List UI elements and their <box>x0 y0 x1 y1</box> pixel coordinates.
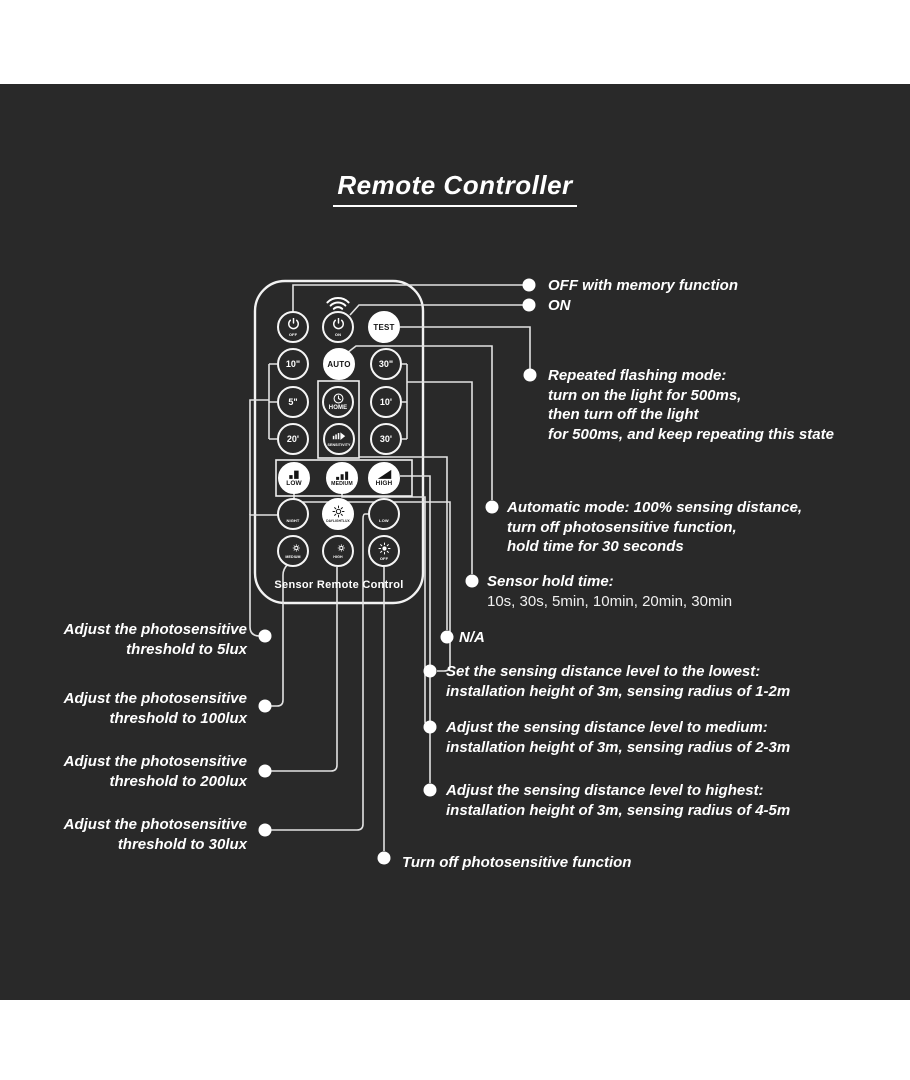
button-label: LOW <box>286 480 302 487</box>
annotation-threshold-200lux: Adjust the photosensitive threshold to 200lux <box>63 753 247 790</box>
page-title: Remote Controller <box>333 170 576 207</box>
night-button <box>277 498 309 530</box>
auto-button <box>323 348 355 380</box>
button-label: OFF <box>379 555 389 561</box>
button-label: 30" <box>378 359 394 369</box>
distance-low-button <box>278 462 310 494</box>
button-label: SENSITIVITY <box>327 442 351 447</box>
button-label: LOW <box>379 518 389 523</box>
timer-10s-button <box>277 348 309 380</box>
button-label: 5" <box>288 397 298 407</box>
button-label: ON <box>334 331 342 337</box>
timer-30s-button <box>370 348 402 380</box>
test-button <box>368 311 400 343</box>
sensitivity-arrow-icon <box>332 431 346 442</box>
distance-high-button <box>368 462 400 494</box>
annotation-distance-highest: Adjust the sensing distance level to highest: installation height of 3m, sensing radius of 4-5m <box>446 782 791 819</box>
annotation-na: N/A <box>459 629 485 646</box>
moon-icon <box>287 505 299 517</box>
distance-medium-button <box>326 462 358 494</box>
signal-high-icon <box>377 469 392 479</box>
moon-sun-icon <box>330 542 346 554</box>
button-label: 10" <box>285 359 301 369</box>
annotation-repeated-flashing: Repeated flashing mode: turn on the light for 500ms, then turn off the light for 500ms, and keep repeating this state <box>548 367 834 443</box>
button-label: HOME <box>328 404 348 411</box>
button-label: 30' <box>379 434 393 444</box>
annotation-on: ON <box>548 297 571 314</box>
sun-icon <box>378 542 391 555</box>
button-label: MEDIUM <box>285 555 301 559</box>
button-label: HIGH <box>375 480 393 487</box>
lux-medium-button <box>277 535 309 567</box>
timer-5min-button <box>277 386 309 418</box>
clock-icon <box>333 393 344 404</box>
annotation-threshold-100lux: Adjust the photosensitive threshold to 100lux <box>63 690 247 727</box>
home-button <box>322 386 354 418</box>
button-label: NIGHT <box>286 518 300 523</box>
annotation-distance-medium: Adjust the sensing distance level to medium: installation height of 3m, sensing radius of 2-3m <box>446 719 791 756</box>
button-label: DAYLIGHTLUX <box>326 518 350 523</box>
button-label: TEST <box>373 322 395 332</box>
power-icon <box>286 318 301 331</box>
annotation-threshold-5lux: Adjust the photosensitive threshold to 5lux <box>63 621 247 658</box>
sensitivity-button <box>323 423 355 455</box>
button-label: 20' <box>286 434 300 444</box>
timer-30min-button <box>370 423 402 455</box>
lux-high-button <box>322 535 354 567</box>
annotation-threshold-30lux: Adjust the photosensitive threshold to 30lux <box>63 816 247 853</box>
on-power-button <box>322 311 354 343</box>
lux-low-button <box>368 498 400 530</box>
annotation-sensor-hold-time: Sensor hold time: 10s, 30s, 5min, 10min, 20min, 30min <box>487 573 733 610</box>
daylightlux-button <box>322 498 354 530</box>
annotation-distance-lowest: Set the sensing distance level to the lowest: installation height of 3m, sensing radius of 1-2m <box>446 663 791 700</box>
signal-medium-icon <box>335 470 350 480</box>
annotation-automatic-mode: Automatic mode: 100% sensing distance, turn off photosensitive function, hold time for 30 seconds <box>507 499 803 555</box>
moon-icon <box>378 505 390 517</box>
button-label: MEDIUM <box>331 480 353 487</box>
signal-low-icon <box>287 469 302 479</box>
button-label: HIGH <box>333 555 343 559</box>
sun-icon <box>332 505 345 518</box>
off-power-button <box>277 311 309 343</box>
annotation-off-memory: OFF with memory function <box>548 277 738 294</box>
button-label: 10' <box>379 397 393 407</box>
annotation-turn-off-photosensitive: Turn off photosensitive function <box>402 854 632 871</box>
timer-10min-button <box>370 386 402 418</box>
button-label: AUTO <box>327 359 351 369</box>
photosensitive-off-button <box>368 535 400 567</box>
power-icon <box>331 318 346 331</box>
moon-sun-icon <box>285 542 301 554</box>
button-label: OFF <box>288 331 298 337</box>
timer-20min-button <box>277 423 309 455</box>
remote-footer-label: Sensor Remote Control <box>274 579 404 591</box>
